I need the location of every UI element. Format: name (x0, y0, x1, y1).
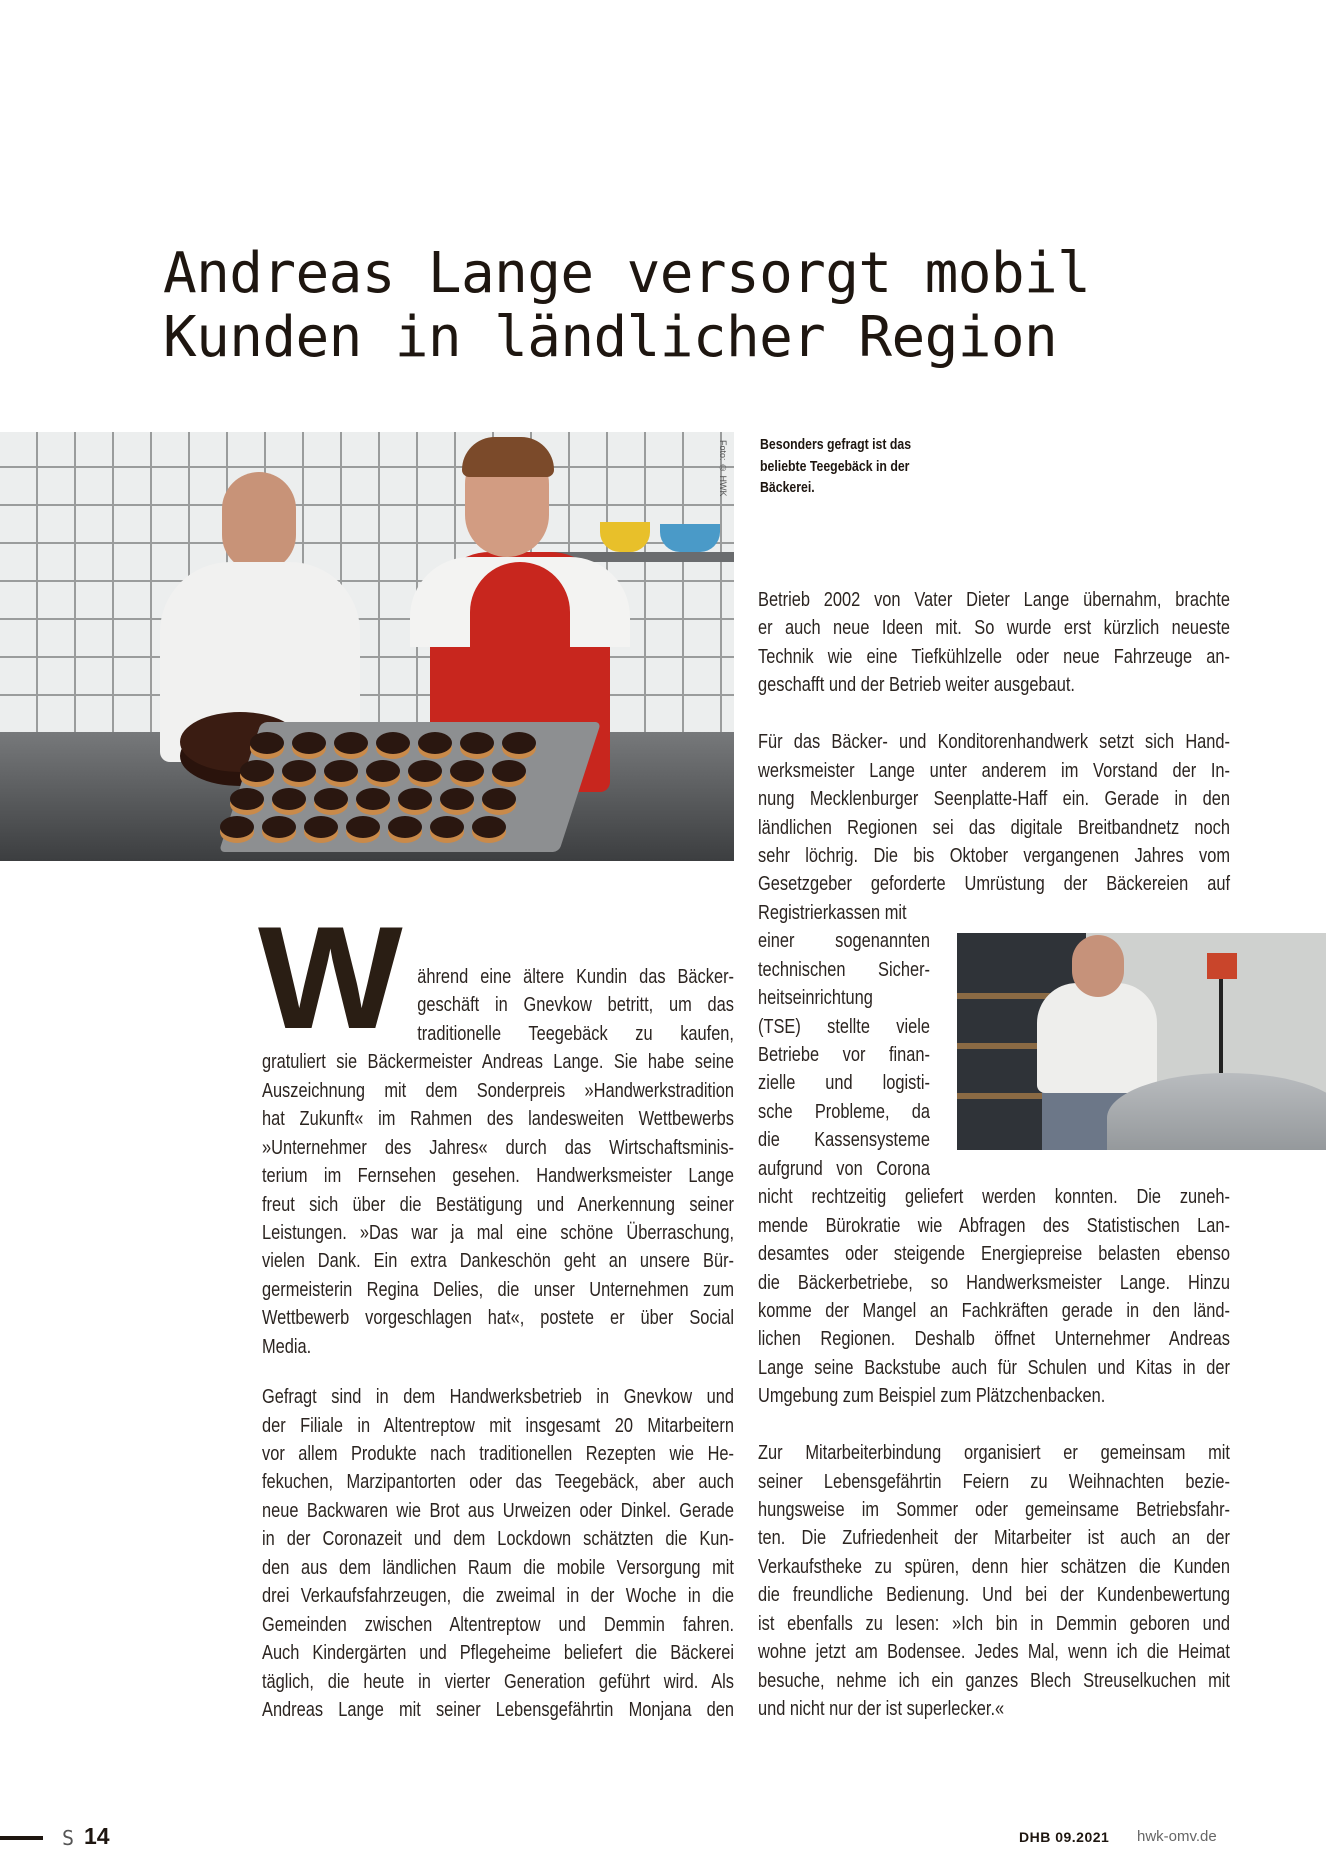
text-line: besuche, nehme ich ein ganzes Blech Streuselkuchen mit (758, 1668, 1230, 1692)
cookie (282, 760, 316, 782)
cookie (346, 816, 380, 838)
website-url: hwk-omv.de (1137, 1828, 1217, 1845)
text-line: der Filiale in Altentreptow mit insgesamt 20 Mitarbeitern (262, 1413, 734, 1437)
text-line: seiner Lebensgefährtin Feiern zu Weihnachten bezie- (758, 1469, 1230, 1493)
bakery-photo-main (0, 432, 734, 861)
text-line: Betriebe vor finan- (758, 1043, 930, 1066)
cookie (502, 732, 536, 754)
cookie (230, 788, 264, 810)
text-line: aufgrund von Corona (758, 1156, 930, 1180)
cookie (398, 788, 432, 810)
text-line: ist ebenfalls zu lesen: »Ich bin in Demmin geboren und (758, 1611, 1230, 1635)
text-line: in der Coronazeit und dem Lockdown schätzten die Kun- (262, 1527, 734, 1551)
text-line: traditionelle Teegebäck zu kaufen, (417, 1021, 734, 1045)
cookie (366, 760, 400, 782)
hair (462, 437, 554, 477)
cookie (262, 816, 296, 838)
paragraph-part (758, 1183, 1230, 1411)
cookie (430, 816, 464, 838)
text-line: werksmeister Lange unter anderem im Vorstand der In- (758, 758, 1230, 782)
text-line: zielle und logisti- (758, 1071, 930, 1095)
text-line: drei Verkaufsfahrzeugen, die zweimal in der Woche in die (262, 1584, 734, 1608)
cookie (450, 760, 484, 782)
cookie (460, 732, 494, 754)
text-line: Gesetzgeber geforderte Umrüstung der Bäckereien auf (758, 872, 1230, 896)
cookie (334, 732, 368, 754)
paragraph (758, 586, 1230, 700)
text-line: »Unternehmer des Jahres« durch das Wirtschaftsminis- (262, 1135, 734, 1159)
text-line: vor allem Produkte nach traditionellen Rezepten wie He- (262, 1442, 734, 1465)
cookie (314, 788, 348, 810)
caption-line: Bäckerei. (760, 479, 815, 496)
text-line: Auszeichnung mit dem Sonderpreis »Handwerkstradition (262, 1078, 734, 1102)
paragraph (758, 1439, 1230, 1723)
text-line: die Bäckerbetriebe, so Handwerksmeister Lange. Hinzu (758, 1270, 1230, 1294)
text-line: komme der Mangel an Fachkräften gerade in den länd- (758, 1298, 1230, 1322)
cookie (492, 760, 526, 782)
text-line: geschafft und der Betrieb weiter ausgebaut. (758, 673, 1075, 697)
cookie (440, 788, 474, 810)
text-line: Betrieb 2002 von Vater Dieter Lange übernahm, brachte (758, 588, 1230, 611)
bakery-photo-secondary (957, 933, 1326, 1150)
paragraph (262, 1383, 734, 1724)
text-line: vielen Dank. Ein extra Dankeschön geht an unsere Bür- (262, 1249, 734, 1273)
page-number: 14 (84, 1823, 110, 1849)
text-line: lichen Regionen. Deshalb öffnet Unternehmer Andreas (758, 1327, 1230, 1351)
text-line: hungsweise im Sommer oder gemeinsame Betriebsfahr- (758, 1498, 1230, 1521)
title-line: Kunden in ländlicher Region (163, 305, 1058, 370)
cookie (418, 732, 452, 754)
cookie (304, 816, 338, 838)
text-line: Für das Bäcker- und Konditorenhandwerk setzt sich Hand- (758, 730, 1230, 754)
text-line: täglich, die heute in vierter Generation geführt wird. Als (262, 1669, 734, 1693)
text-line: nicht rechtzeitig geliefert werden konnten. Die zuneh- (758, 1185, 1230, 1209)
text-line: Technik wie eine Tiefkühlzelle oder neue Fahrzeuge an- (758, 644, 1230, 668)
cookie (472, 816, 506, 838)
text-line: neue Backwaren wie Brot aus Urweizen oder Dinkel. Gerade (262, 1498, 734, 1522)
caption-line: Besonders gefragt ist das (760, 436, 912, 453)
cookie (376, 732, 410, 754)
text-line: Leistungen. »Das war ja mal eine schöne Überraschung, (262, 1220, 734, 1244)
cookie (272, 788, 306, 810)
text-line: Registrierkassen mit (758, 900, 907, 924)
text-line: Media. (262, 1334, 312, 1358)
text-line: Zur Mitarbeiterbindung organisiert er gemeinsam mit (758, 1441, 1230, 1465)
text-line: wohne jetzt am Bodensee. Jedes Mal, wenn ich die Heimat (758, 1640, 1230, 1664)
photo-credit: Foto: © HWK (718, 440, 728, 497)
text-line: Auch Kindergärten und Pflegeheime beliefert die Bäckerei (262, 1641, 734, 1665)
paragraph-part (758, 728, 1230, 899)
cookie (388, 816, 422, 838)
text-line: Umgebung zum Beispiel zum Plätzchenbacken. (758, 1384, 1106, 1408)
text-line: ländlichen Regionen sei das digitale Breitbandnetz noch (758, 815, 1230, 839)
text-line: desamtes oder steigende Energiepreise belasten ebenso (758, 1242, 1230, 1266)
right-column (758, 586, 1230, 1724)
text-line: die freundliche Bedienung. Und bei der Kundenbewertung (758, 1583, 1230, 1607)
baker-head (1072, 935, 1124, 997)
footer-rule (0, 1836, 43, 1840)
text-line: Gemeinden zwischen Altentreptow und Demmin fahren. (262, 1612, 734, 1636)
text-line: die Kassensysteme (758, 1128, 930, 1152)
article-title (163, 242, 1090, 370)
text-line: fekuchen, Marzipantorten oder das Teegebäck, aber auch (262, 1470, 734, 1494)
text-line: gratuliert sie Bäckermeister Andreas Lange. Sie habe seine (262, 1050, 734, 1074)
paragraph (262, 963, 734, 1361)
drop-cap: W (258, 896, 403, 1059)
text-line: Wettbewerb vorgeschlagen hat«, postete er über Social (262, 1306, 734, 1330)
caption-line: beliebte Teegebäck in der (760, 457, 910, 475)
plug (1207, 953, 1237, 979)
text-line: er auch neue Ideen mit. So wurde erst kürzlich neueste (758, 616, 1230, 640)
bowl (660, 524, 720, 552)
cookie (408, 760, 442, 782)
text-line: freut sich über die Bestätigung und Anerkennung seiner (262, 1192, 734, 1216)
tiled-wall (0, 432, 734, 732)
text-line: (TSE) stellte viele (758, 1014, 930, 1038)
issue-label: DHB 09.2021 (1019, 1829, 1110, 1845)
text-line: hat Zukunft« im Rahmen des landesweiten Wettbewerbs (262, 1107, 734, 1131)
cookie (292, 732, 326, 754)
photo-caption (760, 434, 912, 499)
text-line: mende Bürokratie wie Abfragen des Statistischen Lan- (758, 1213, 1230, 1237)
text-line: Andreas Lange mit seiner Lebensgefährtin Monjana den (262, 1697, 734, 1721)
cookie (240, 760, 274, 782)
cookie (482, 788, 516, 810)
text-line: germeisterin Regina Delies, die unser Unternehmen zum (262, 1277, 734, 1301)
text-line: und nicht nur der ist superlecker.« (758, 1697, 1005, 1721)
bowl (600, 522, 650, 552)
text-line: sche Probleme, da (758, 1099, 930, 1123)
text-line: Verkaufstheke zu spüren, denn hier schätzen die Kunden (758, 1554, 1230, 1578)
text-line: terium im Fernsehen gesehen. Handwerksmeister Lange (262, 1164, 734, 1188)
text-line: Lange seine Backstube auch für Schulen und Kitas in der (758, 1355, 1230, 1379)
title-line: Andreas Lange versorgt mobil (163, 241, 1091, 306)
cookie (324, 760, 358, 782)
cookie (220, 816, 254, 838)
baker-man (1037, 983, 1157, 1093)
cookie (356, 788, 390, 810)
text-line: ährend eine ältere Kundin das Bäcker- (417, 965, 734, 988)
text-line: heitseinrichtung (758, 986, 873, 1010)
text-line: technischen Sicher- (758, 957, 930, 981)
text-line: den aus dem ländlichen Raum die mobile Versorgung mit (262, 1555, 734, 1579)
text-line: Gefragt sind in dem Handwerksbetrieb in Gnevkow und (262, 1385, 734, 1409)
baker-head (222, 472, 296, 572)
text-line: geschäft in Gnevkow betritt, um das (417, 993, 734, 1017)
text-line: nung Mecklenburger Seenplatte-Haff ein. Gerade in den (758, 787, 1230, 811)
text-line: einer sogenannten (758, 929, 930, 953)
left-column (262, 963, 734, 1724)
cookie (250, 732, 284, 754)
page-prefix: S (62, 1826, 75, 1850)
text-line: sehr löchrig. Die bis Oktober vergangenen Jahres vom (758, 843, 1230, 867)
text-line: ten. Die Zufriedenheit der Mitarbeiter ist auch an der (758, 1526, 1230, 1550)
